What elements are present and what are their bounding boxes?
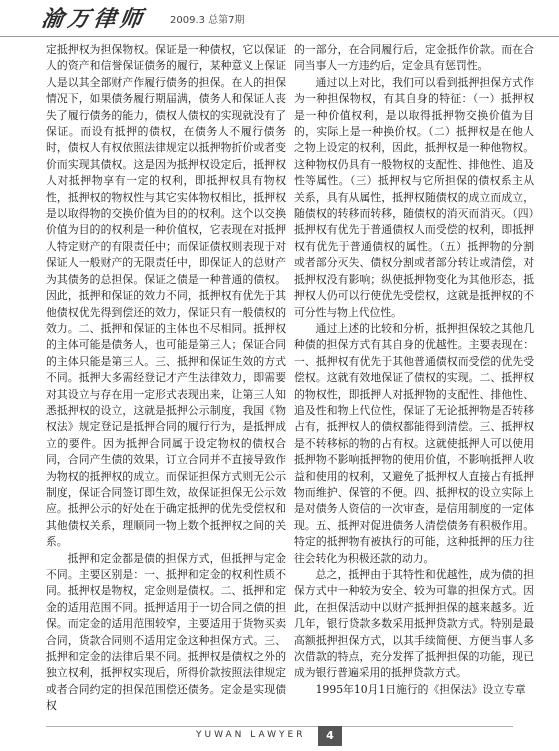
magazine-logo: 渝万律师	[39, 6, 148, 32]
page-footer	[0, 718, 559, 751]
paragraph: 抵押和定金都是债的担保方式，但抵押与定金不同。主要区别是：一、抵押和定金的权利性质不同。抵押权是物权，定金则是债权。二、抵押和定金的适用范围不同。抵押适用于一切合同之债的担保。而定金的适用范围较窄，主要适用于货物买卖合同，货款合同则不适用定金这种担保方式。三、抵押和定金的法律后果不同。抵押权是债权之外的独立权利，抵押权实现后，所得价款按照法律规定或者合同约定的担保范围偿还债务。定金是实现债权	[46, 551, 286, 713]
footer-magazine-name: YUWAN LAWYER	[196, 730, 306, 740]
page-number: 4	[318, 726, 342, 746]
page-header	[0, 0, 559, 37]
paragraph: 的一部分，在合同履行后，定金抵作价款。而在合同当事人一方违约后，定金具有惩罚性。	[294, 43, 534, 73]
paragraph: 通过上述的比较和分析，抵押担保较之其他几种债的担保方式有其自身的优越性。主要表现在：一、抵押权有优先于其他普通债权而受偿的优先受偿权。这就有效地保证了债权的实现。二、抵押权的物权性，即抵押人对抵押物的支配性、排他性、追及性和物上代位性，保证了无论抵押物是否转移占有，抵押权人的债权都能得到清偿。三、抵押权是不转移标的物的占有权。这就使抵押人可以使用抵押物不影响抵押物的使用价值，不影响抵押人收益和使用的权利，又避免了抵押权人直接占有抵押物而维护、保管的不便。四、抵押权的设立实际上是对债务人资信的一次审查，是信用制度的一定体现。五、抵押对促进债务人清偿债务有积极作用。特定的抵押物有被执行的可能，这种抵押的压力往往会转化为积极还款的动力。	[294, 321, 534, 565]
footer-divider	[46, 726, 513, 727]
paragraph: 1995年10月1日施行的《担保法》设立专章	[315, 682, 526, 696]
right-column	[294, 42, 534, 698]
left-column	[46, 42, 286, 715]
paragraph: 定抵押权为担保物权。保证是一种债权，它以保证人的资产和信誉保证债务的履行，某种意义上保证人是以其全部财产作履行债务的担保。在人的担保情况下，如果债务履行期届满，债务人和保证人丧失了履行债务的能力，债权人债权的实现就没有了保证。而设有抵押的债权，在债务人不履行债务时，债权人有权依照法律规定以抵押物折价或者变价而实现其债权。这是因为抵押权设定后，抵押权人对抵押物享有一定的权利，即抵押权具有物权性，抵押权的物权性与其它实体物权相比，抵押权是以取得物的交换价值为目的的权利。这个以交换价值为目的的权利是一种价值权，它表现在对抵押人特定财产的有限责任中；而保证债权则表现于对保证人一般财产的无限责任中，即保证人的总财产为其债务的总担保。保证之债是一种普通的债权。因此，抵押和保证的效力不同，抵押权有优先于其他债权优先得到偿还的效力，保证只有一般债权的效力。二、抵押和保证的主体也不尽相同。抵押权的主体可能是债务人，也可能是第三人；保证合同的主体只能是第三人。三、抵押和保证生效的方式不同。抵押大多需经登记才产生法律效力，即需要对其设立与存在用一定形式表现出来，让第三人知悉抵押权的设立，这就是抵押公示制度，我国《物权法》规定登记是抵押合同的履行行为，是抵押成立的要件。因为抵押合同属于设定物权的债权合同，合同产生债的效果，订立合同并不直接导致作为物权的抵押权的成立。而保证担保方式则无公示制度，保证合同签订即生效，故保证担保无公示效应。抵押公示的好处在于确定抵押的优先受偿权和其他债权关系，理顺同一物上数个抵押权之间的关系。	[46, 43, 286, 549]
issue-number: 2009.3 总第7期	[170, 15, 245, 26]
paragraph: 总之，抵押由于其特性和优越性，成为债的担保方式中一种较为安全、较为可靠的担保方式。因此，在担保活动中以财产抵押担保的越来越多。近几年，银行贷款多数采用抵押贷款方式。特别是最高额抵押担保方式，以其手续简便、方便当事人多次借款的特点，充分发挥了抵押担保的功能，现已成为银行普遍采用的抵押贷款方式。	[294, 568, 534, 680]
paragraph: 通过以上对比，我们可以看到抵押担保方式作为一种担保物权，有其自身的特征：（一）抵押权是一种价值权利，是以取得抵押物交换价值为目的，实际上是一种换价权。（二）抵押权是在他人之物上设定的权利，因此，抵押权是一种他物权。这种物权仍具有一般物权的支配性、排他性、追及性等属性。（三）抵押权与它所担保的债权系主从关系，具有从属性，抵押权随债权的成立而成立，随债权的转移而转移，随债权的消灭而消灭。（四）抵押权有优先于普通债权人而受偿的权利，即抵押权有优先于普通债权的属性。（五）抵押物的分割或者部分灭失、债权分割或者部分转让或清偿，对抵押权没有影响；纵使抵押物变化为其他形态，抵押权人仍可以行使优先受偿权，这就是抵押权的不可分性与物上代位性。	[294, 75, 534, 319]
